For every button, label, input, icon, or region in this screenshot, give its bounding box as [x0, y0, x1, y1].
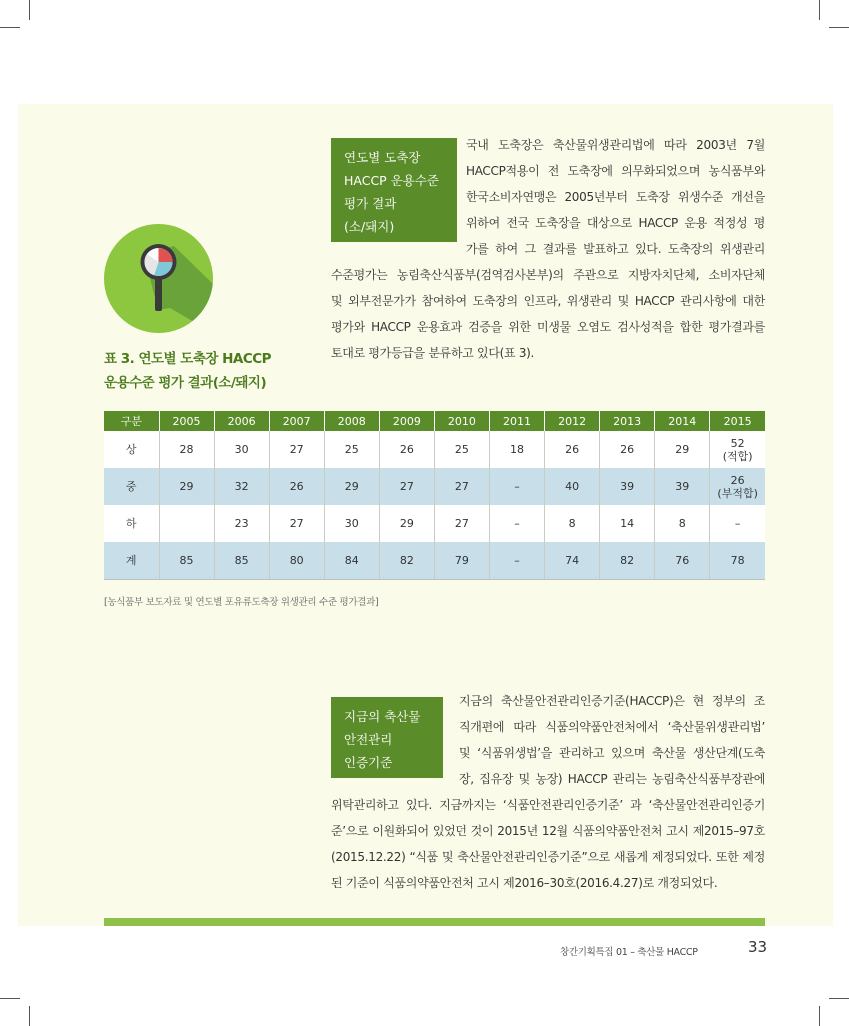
section2-line: 지금의 축산물안전관리인증기준(HACCP)은 현 정부의 조	[459, 694, 765, 708]
table-cell: 39	[655, 468, 710, 505]
table-row	[104, 468, 765, 505]
section2-line: (2015.12.22) “식품 및 축산물안전관리인증기준”으로 새롭게 제정되었다. 또한 제정	[331, 850, 765, 864]
table-cell: 27	[379, 468, 434, 505]
table-cell: 26	[269, 468, 324, 505]
box-line: 인증기준	[344, 755, 393, 770]
page-number: 33	[748, 938, 768, 956]
table-cell: 30	[214, 431, 269, 468]
section1-line: HACCP적용이 전 도축장에 의무화되었으며 농식품부와	[466, 164, 765, 178]
crop-mark	[819, 1006, 820, 1026]
box-line: 안전관리	[344, 732, 393, 747]
section1-line: 토대로 평가등급을 분류하고 있다(표 3).	[331, 346, 535, 360]
column-header: 2010	[434, 411, 489, 431]
table-cell: –	[710, 505, 765, 542]
column-header: 2014	[655, 411, 710, 431]
section1-line: 및 외부전문가가 참여하여 도축장의 인프라, 위생관리 및 HACCP 관리사항에 대한	[331, 294, 765, 308]
table-cell: 27	[269, 431, 324, 468]
table-row	[104, 542, 765, 580]
crop-mark	[829, 998, 849, 999]
section1-line: 가를 하여 그 결과를 발표하고 있다. 도축장의 위생관리	[466, 242, 765, 256]
crop-mark	[29, 0, 30, 20]
table-cell: 39	[600, 468, 655, 505]
section2-line: 장, 집유장 및 농장) HACCP 관리는 농림축산식품부장관에	[459, 772, 765, 786]
table-header-row	[104, 411, 765, 431]
magnifier-chart-icon	[104, 224, 213, 333]
table-cell: 14	[600, 505, 655, 542]
table-cell: 78	[710, 542, 765, 580]
column-header: 2008	[324, 411, 379, 431]
section1-line: 평가와 HACCP 운용효과 검증을 위한 미생물 오염도 검사성적을 합한 평가결과를	[331, 320, 765, 334]
box-line: (소/돼지)	[344, 219, 395, 234]
table-title-line: 운용수준 평가 결과(소/돼지)	[104, 375, 267, 391]
haccp-evaluation-table	[104, 411, 765, 580]
table-cell: 계	[104, 542, 159, 580]
table-cell: 85	[159, 542, 214, 580]
table-cell: 중	[104, 468, 159, 505]
table-cell: –	[489, 468, 544, 505]
table-cell: 52 (적합)	[710, 431, 765, 468]
table-cell: 84	[324, 542, 379, 580]
table-cell: 27	[269, 505, 324, 542]
section1-line: 수준평가는 농림축산식품부(검역검사본부)의 주관으로 지방자치단체, 소비자단체	[331, 268, 765, 282]
box-line: HACCP 운용수준	[344, 173, 439, 188]
table-cell: 18	[489, 431, 544, 468]
box-line: 지금의 축산물	[344, 709, 421, 724]
table-row	[104, 431, 765, 468]
table-cell: 28	[159, 431, 214, 468]
table-cell: 29	[324, 468, 379, 505]
table-cell: 8	[545, 505, 600, 542]
column-header: 2007	[269, 411, 324, 431]
table-cell: 76	[655, 542, 710, 580]
column-header: 2011	[489, 411, 544, 431]
column-header: 2013	[600, 411, 655, 431]
table-cell: 82	[379, 542, 434, 580]
table-cell	[159, 505, 214, 542]
box-line: 평가 결과	[344, 196, 397, 211]
section2-line: 된 기준이 식품의약품안전처 고시 제2016–30호(2016.4.27)로 개정되었다.	[331, 876, 718, 890]
table-cell: 26	[600, 431, 655, 468]
table-cell: 29	[159, 468, 214, 505]
box-line: 연도별 도축장	[344, 150, 421, 165]
table-cell: 74	[545, 542, 600, 580]
crop-mark	[29, 1006, 30, 1026]
table-cell: 26	[545, 431, 600, 468]
crop-mark	[0, 998, 20, 999]
column-header: 구분	[104, 411, 159, 431]
table-cell: 27	[434, 505, 489, 542]
column-header: 2005	[159, 411, 214, 431]
section2-line: 위탁관리하고 있다. 지금까지는 ‘식품안전관리인증기준’ 과 ‘축산물안전관리인증기	[331, 798, 765, 812]
table-cell: 32	[214, 468, 269, 505]
section2-label-box	[331, 697, 443, 778]
table-cell: 29	[655, 431, 710, 468]
crop-mark	[829, 27, 849, 28]
table-cell: –	[489, 542, 544, 580]
table-cell: 30	[324, 505, 379, 542]
column-header: 2012	[545, 411, 600, 431]
section2-line: 직개편에 따라 식품의약품안전처에서 ‘축산물위생관리법’	[459, 720, 765, 734]
section1-line: 국내 도축장은 축산물위생관리법에 따라 2003년 7월	[466, 138, 765, 152]
table-cell: 29	[379, 505, 434, 542]
bottom-accent-bar	[104, 918, 765, 926]
crop-mark	[0, 27, 20, 28]
column-header: 2015	[710, 411, 765, 431]
running-footer: 창간기획특집 01 – 축산물 HACCP	[560, 947, 698, 958]
table-cell: 25	[434, 431, 489, 468]
section2-line: 및 ‘식품위생법’을 관리하고 있으며 축산물 생산단계(도축	[459, 746, 765, 760]
table-cell: 8	[655, 505, 710, 542]
table-title	[104, 347, 271, 395]
table-cell: 26	[379, 431, 434, 468]
table-cell: –	[489, 505, 544, 542]
table-row	[104, 505, 765, 542]
column-header: 2006	[214, 411, 269, 431]
table-cell: 82	[600, 542, 655, 580]
table-cell: 27	[434, 468, 489, 505]
table-cell: 23	[214, 505, 269, 542]
table-cell: 26 (부적합)	[710, 468, 765, 505]
table-source-note: [농식품부 보도자료 및 연도별 포유류도축장 위생관리 수준 평가결과]	[104, 597, 379, 608]
column-header: 2009	[379, 411, 434, 431]
table-cell: 25	[324, 431, 379, 468]
section2-line: 준’으로 이원화되어 있었던 것이 2015년 12월 식품의약품안전처 고시 제2015–97호	[331, 824, 765, 838]
table-cell: 79	[434, 542, 489, 580]
crop-mark	[819, 0, 820, 20]
table-cell: 상	[104, 431, 159, 468]
section1-line: 위하여 전국 도축장을 대상으로 HACCP 운용 적정성 평	[466, 216, 765, 230]
section1-label-box	[331, 138, 457, 242]
table-cell: 40	[545, 468, 600, 505]
table-cell: 85	[214, 542, 269, 580]
table-cell: 80	[269, 542, 324, 580]
table-title-line: 표 3. 연도별 도축장 HACCP	[104, 351, 272, 367]
table-cell: 하	[104, 505, 159, 542]
section1-line: 한국소비자연맹은 2005년부터 도축장 위생수준 개선을	[466, 190, 765, 204]
